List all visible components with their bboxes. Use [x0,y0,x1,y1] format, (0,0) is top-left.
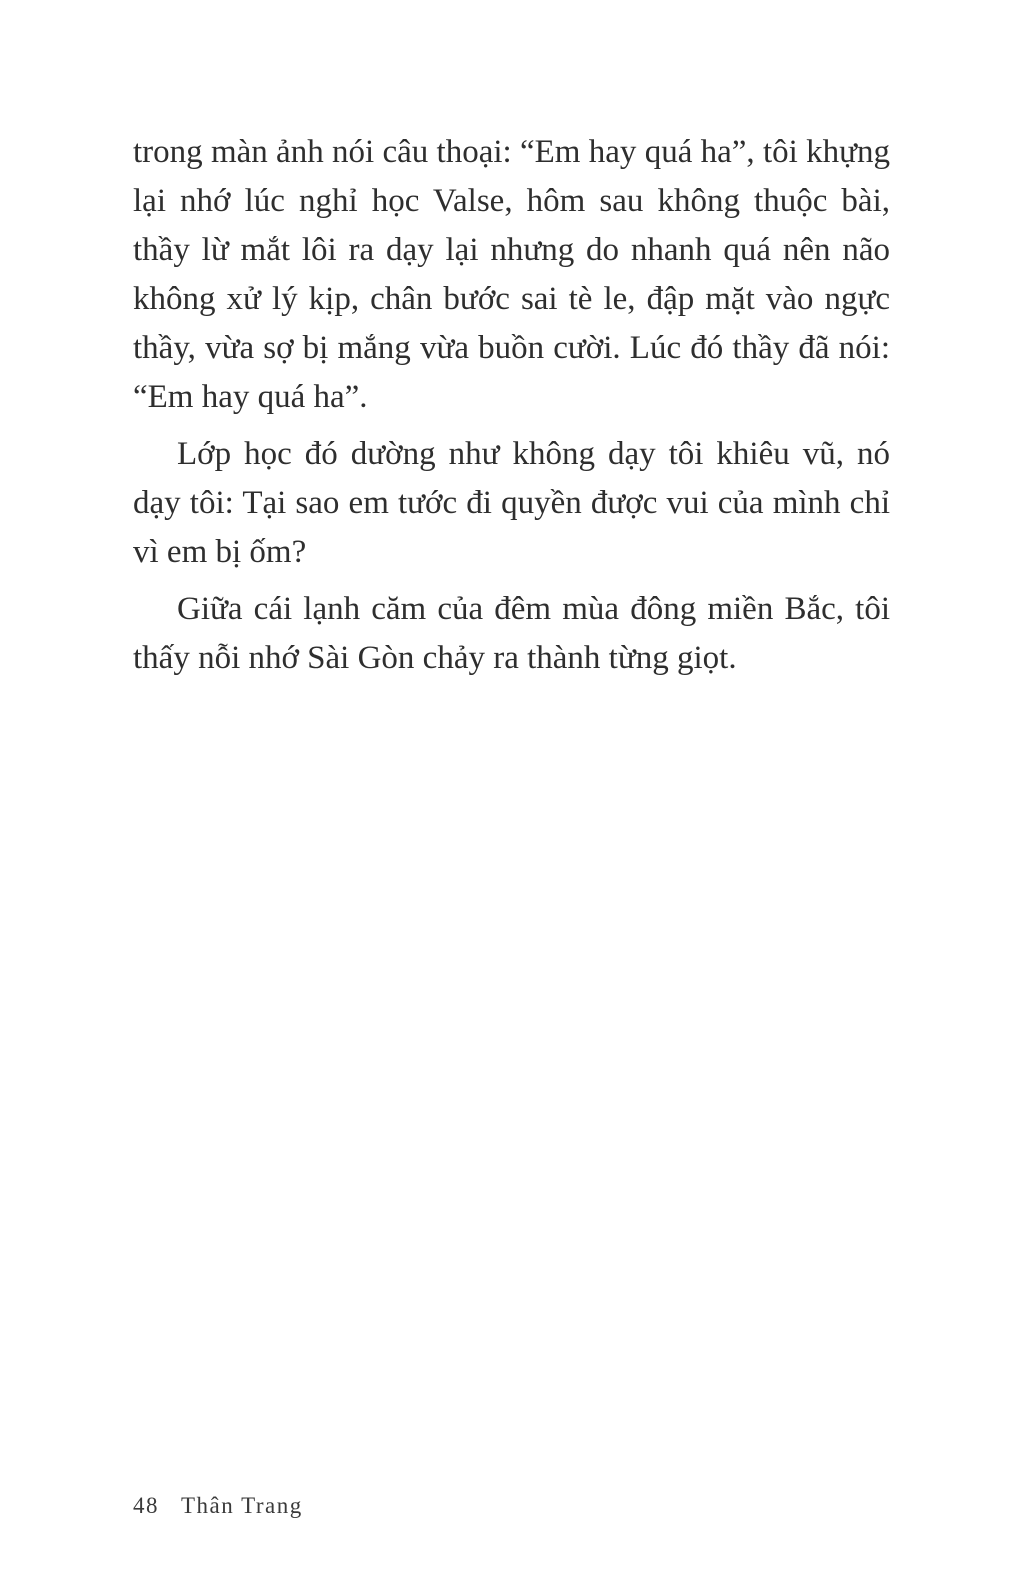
footer-author: Thân Trang [181,1493,303,1518]
page-number: 48 [133,1493,159,1518]
page-footer [133,1492,303,1520]
page-text [133,128,890,683]
paragraph: Giữa cái lạnh căm của đêm mùa đông miền Bắc, tôi thấy nỗi nhớ Sài Gòn chảy ra thành từng giọt. [133,591,890,676]
paragraph: Lớp học đó dường như không dạy tôi khiêu vũ, nó dạy tôi: Tại sao em tước đi quyền được vui của mình chỉ vì em bị ốm? [133,436,890,570]
paragraph: trong màn ảnh nói câu thoại: “Em hay quá ha”, tôi khựng lại nhớ lúc nghỉ học Valse, hôm sau không thuộc bài, thầy lừ mắt lôi ra dạy lại nhưng do nhanh quá nên não không xử lý kịp, chân bước sai tè le, đập mặt vào ngực thầy, vừa sợ bị mắng vừa buồn cười. Lúc đó thầy đã nói: “Em hay quá ha”. [133,134,890,415]
